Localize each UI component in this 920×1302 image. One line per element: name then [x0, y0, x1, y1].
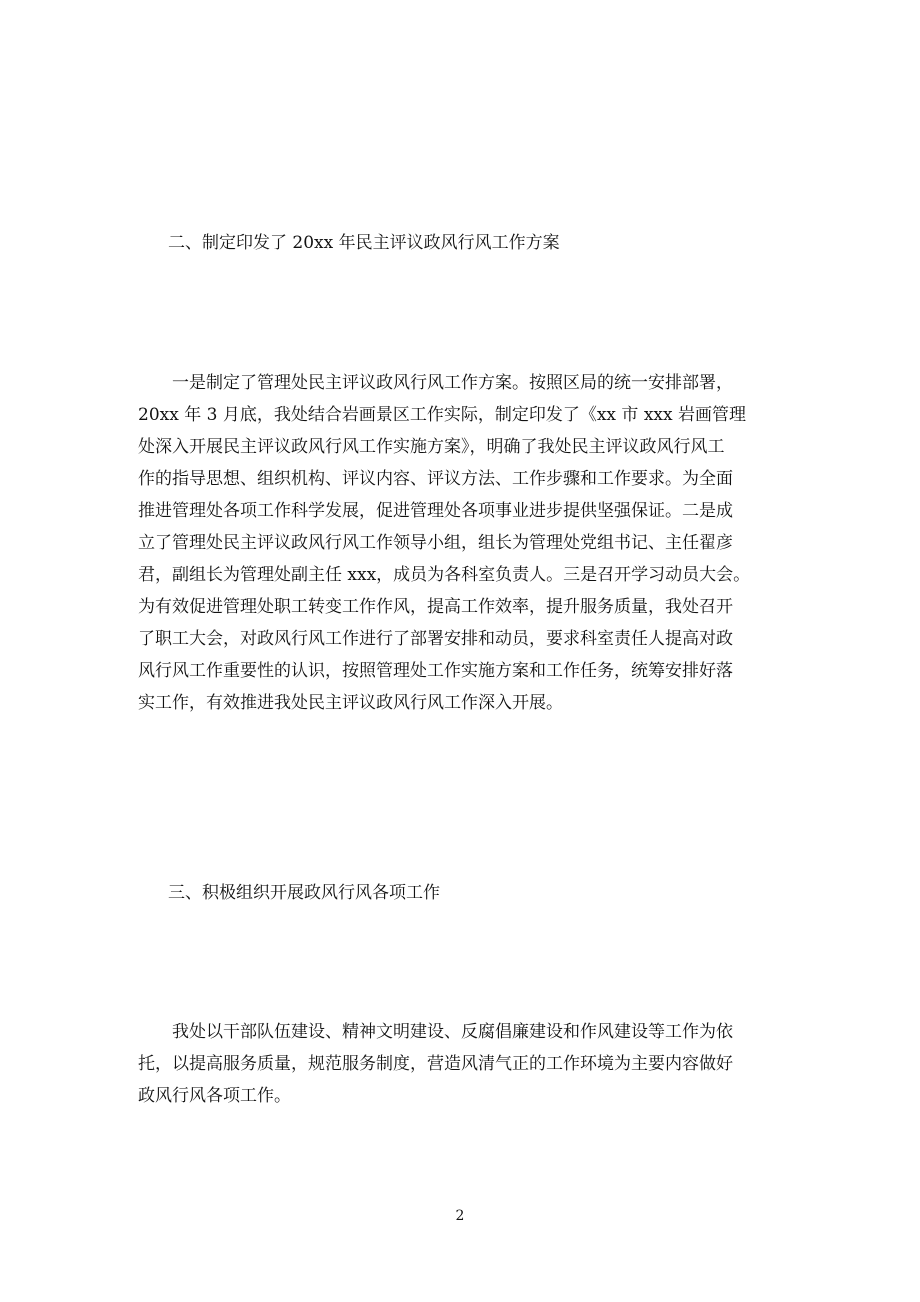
paragraph-line: 作的指导思想、组织机构、评议内容、评议方法、工作步骤和工作要求。为全面 [138, 469, 733, 489]
paragraph-line: 一是制定了管理处民主评议政风行风工作方案。按照区局的统一安排部署， [172, 373, 733, 393]
paragraph-line: 政风行风各项工作。 [138, 1086, 291, 1106]
paragraph-line: 为有效促进管理处职工转变工作作风，提高工作效率，提升服务质量，我处召开 [138, 597, 733, 617]
paragraph-line: 推进管理处各项工作科学发展，促进管理处各项事业进步提供坚强保证。二是成 [138, 501, 733, 521]
paragraph-line: 立了管理处民主评议政风行风工作领导小组，组长为管理处党组书记、主任翟彦 [138, 533, 733, 553]
page-number: 2 [455, 1208, 465, 1224]
section-2-paragraph [138, 367, 788, 719]
paragraph-line: 君，副组长为管理处副主任 xxx，成员为各科室负责人。三是召开学习动员大会。 [138, 565, 751, 585]
section-heading-3: 三、积极组织开展政风行风各项工作 [168, 883, 440, 903]
paragraph-line: 风行风工作重要性的认识，按照管理处工作实施方案和工作任务，统筹安排好落 [138, 661, 733, 681]
paragraph-line: 20xx 年 3 月底，我处结合岩画景区工作实际，制定印发了《xx 市 xxx 岩画管理 [138, 405, 746, 425]
section-3-paragraph [138, 1016, 788, 1112]
paragraph-line: 处深入开展民主评议政风行风工作实施方案》，明确了我处民主评议政风行风工 [138, 437, 725, 457]
paragraph-line: 我处以干部队伍建设、精神文明建设、反腐倡廉建设和作风建设等工作为依 [172, 1022, 733, 1042]
paragraph-line: 了职工大会，对政风行风工作进行了部署安排和动员，要求科室责任人提高对政 [138, 629, 733, 649]
paragraph-line: 实工作，有效推进我处民主评议政风行风工作深入开展。 [138, 693, 563, 713]
section-heading-2: 二、制定印发了 20xx 年民主评议政风行风工作方案 [168, 233, 560, 253]
paragraph-line: 托，以提高服务质量，规范服务制度，营造风清气正的工作环境为主要内容做好 [138, 1054, 733, 1074]
